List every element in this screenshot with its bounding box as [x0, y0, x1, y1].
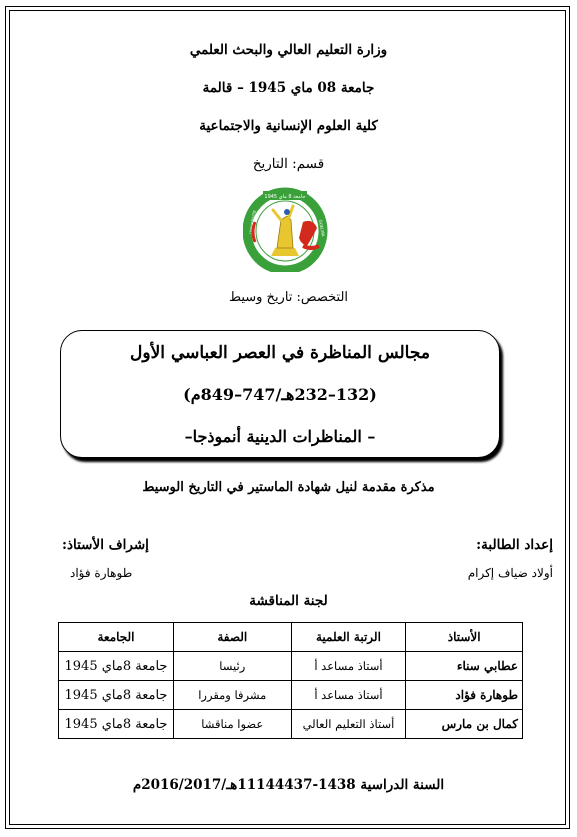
university-title: جامعة 08 ماي 1945 – قالمة	[202, 80, 375, 96]
header-professor: الأستاذ	[406, 623, 523, 652]
table-row	[59, 681, 523, 710]
faculty-title: كلية العلوم الإنسانية والاجتماعية	[199, 118, 378, 134]
specialization: التخصص: تاريخ وسيط	[228, 290, 349, 305]
prepared-by-label: إعداد الطالبة:	[476, 537, 553, 553]
member-university: جامعة 8ماي 1945	[59, 710, 174, 739]
member-role: عضوا مناقشا	[174, 710, 292, 739]
logo-right-text: GUELMA	[318, 219, 326, 237]
header-university: الجامعة	[59, 623, 174, 652]
member-university: جامعة 8ماي 1945	[59, 681, 174, 710]
memo-description: مذكرة مقدمة لنيل شهادة الماستير في التاريخ الوسيط	[142, 480, 435, 495]
member-rank: أستاذ مساعد أ	[291, 652, 406, 681]
member-name: طوهارة فؤاد	[406, 681, 523, 710]
member-rank: أستاذ التعليم العالي	[291, 710, 406, 739]
academic-year: السنة الدراسية 1438-11144437هـ/2016/2017م	[132, 777, 445, 793]
committee-title: لجنة المناقشة	[249, 593, 328, 609]
header-rank: الرتبة العلمية	[291, 623, 406, 652]
thesis-title-line-3: – المناظرات الدينية أنموذجا–	[184, 427, 376, 446]
member-university: جامعة 8ماي 1945	[59, 652, 174, 681]
table-row	[59, 652, 523, 681]
supervisor-name: طوهارة فؤاد	[70, 566, 133, 580]
student-name: أولاد ضياف إكرام	[467, 566, 553, 580]
member-rank: أستاذ مساعد أ	[291, 681, 406, 710]
thesis-title-box	[60, 330, 500, 458]
department-title: قسم: التاريخ	[252, 156, 325, 172]
thesis-title-line-1: مجالس المناظرة في العصر العباسي الأول	[130, 343, 430, 363]
table-row	[59, 710, 523, 739]
supervised-by-label: إشراف الأستاذ:	[62, 537, 149, 553]
table-header-row	[59, 623, 523, 652]
ministry-title: وزارة التعليم العالي والبحث العلمي	[189, 42, 388, 58]
thesis-title-line-2: (132–232هـ/747–849م)	[183, 385, 377, 404]
university-logo	[243, 186, 333, 272]
committee-table	[58, 622, 523, 739]
logo-top-text: جامعة 8 ماي 1945	[264, 194, 306, 200]
member-name: كمال بن مارس	[406, 710, 523, 739]
member-role: مشرفا ومقررا	[174, 681, 292, 710]
member-name: عطابي سناء	[406, 652, 523, 681]
logo-left-text: UNIVERSITE	[248, 209, 258, 235]
header-role: الصفة	[174, 623, 292, 652]
member-role: رئيسا	[174, 652, 292, 681]
